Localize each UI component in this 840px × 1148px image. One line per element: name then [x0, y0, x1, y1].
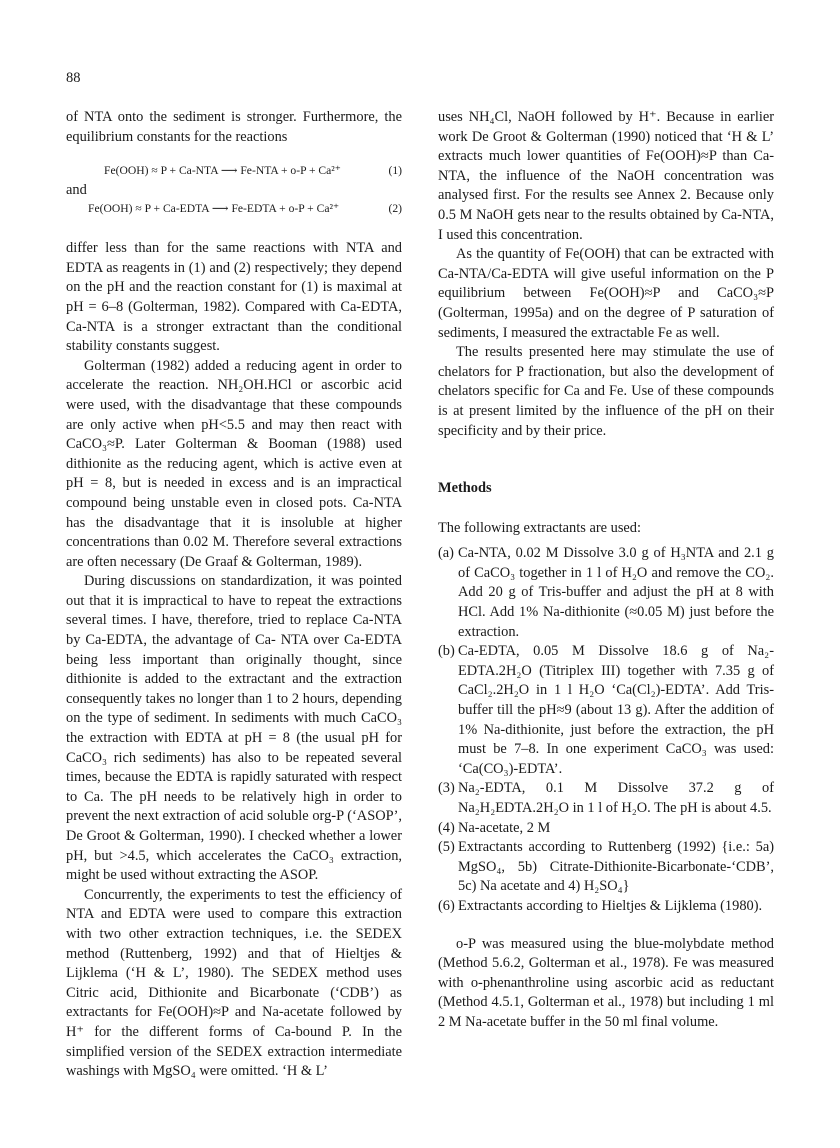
- equation-number: (2): [388, 202, 402, 216]
- list-item: [438, 897, 774, 917]
- paragraph: Concurrently, the experiments to test the efficiency of NTA and EDTA were used to compare this extraction with two other extraction techniques, i.e. the SEDEX method (Ruttenberg, 1992) and that of Hieltjes & Lijklema (‘H & L’, 1980). The SEDEX method uses Citric acid, Dithionite and Bicarbonate (‘CDB’) as extractants for Fe(OOH)≈P and Na-acetate followed by H⁺ for the different forms of Ca-bound P. In the simplified version of the SEDEX extraction intermediate washings with MgSO₄ were omitted. ‘H & L’: [66, 886, 402, 1080]
- list-item-label: (a): [438, 545, 454, 562]
- list-item-text: Ca-NTA, 0.02 M Dissolve 3.0 g of H₃NTA and 2.1 g of CaCO₃ together in 1 l of H₂O and remove the CO₂. Add 20 g of Tris-buffer and adjust the pH at 8 with HCl. Add 1% Na-dithionite (≈0.05 M) just before the extraction.: [458, 545, 774, 640]
- paragraph: of NTA onto the sediment is stronger. Furthermore, the equilibrium constants for the reactions: [66, 109, 402, 145]
- list-item-label: (4): [438, 819, 455, 836]
- paragraph: uses NH₄Cl, NaOH followed by H⁺. Because in earlier work De Groot & Golterman (1990) noticed that ‘H & L’ extracts much lower quantities of Fe(OOH)≈P than Ca-NTA, the influence of the NaOH concentration was analysed first. For the results see Annex 2. Because only 0.5 M NaOH gets near to the results obtained by Ca-NTA, I used this concentration.: [438, 109, 774, 243]
- paragraph: differ less than for the same reactions with NTA and EDTA as reagents in (1) and (2) respectively; they depend on the pH and the reaction constant for (1) is maximal at pH = 6–8 (Golterman, 1982). Compared with Ca-EDTA, Ca-NTA is a stronger extractant than the conditional stability constants suggest.: [66, 240, 402, 355]
- list-item-label: (5): [438, 839, 455, 856]
- paragraph: The results presented here may stimulate the use of chelators for P fractionation, but also the development of chelators specific for Ca and Fe. Use of these compounds is at present limited by the influence of the pH on their specificity and by their price.: [438, 344, 774, 439]
- list-item: [438, 838, 774, 897]
- section-heading: Methods: [438, 480, 492, 497]
- list-item: [438, 779, 774, 818]
- equation-2: [66, 199, 402, 219]
- list-item-label: (b): [438, 643, 455, 660]
- equation-1: [66, 161, 402, 181]
- list-item-text: Na-acetate, 2 M: [458, 819, 551, 836]
- list-item: [438, 642, 774, 779]
- page-number: 88: [66, 70, 81, 86]
- list-item-label: (6): [438, 897, 455, 914]
- equation-number: (1): [388, 164, 402, 178]
- paragraph: The following extractants are used:: [438, 519, 641, 536]
- list-item-label: (3): [438, 780, 455, 797]
- right-column: [438, 108, 774, 1033]
- extractant-list: [438, 544, 774, 916]
- list-item: [438, 544, 774, 642]
- paragraph: o-P was measured using the blue-molybdate method (Method 5.6.2, Golterman et al., 1978). Fe was measured with o-phenanthroline using ascorbic acid as reductant (Method 4.5.1, Golterman et al., 1978) but including 1 ml 2 M Na-acetate buffer in the 50 ml final volume.: [438, 935, 774, 1030]
- paragraph: During discussions on standardization, it was pointed out that it is impractical to have to repeat the extractions several times. I have, therefore, tried to replace Ca-NTA by Ca-EDTA, the advantage of Ca- NTA over Ca-EDTA being less important than originally thought, since dithionite is added to the extractant and the extraction consequently takes no longer than 1 to 2 hours, depending on the type of sediment. In sediments with much CaCO₃ the extraction with EDTA at pH = 8 (the usual pH for CaCO₃ rich sediments) has also to be repeated several times, because the EDTA is rapidly saturated with respect to Ca. The pH needs to be relatively high in order to prevent the next extraction of acid soluble org-P (‘ASOP’, De Groot & Golterman, 1990). I checked whether a lower pH, but >4.5, which accelerates the CaCO₃ extraction, might be used without extracting the ASOP.: [66, 573, 402, 884]
- paragraph: Golterman (1982) added a reducing agent in order to accelerate the reaction. NH₂OH.HCl or ascorbic acid were used, with the disadvantage that these compounds are only active when pH<5.5 and may then react with CaCO₃≈P. Later Golterman & Booman (1988) used dithionite as the reducing agent, which is active even at pH = 8, but is needed in excess and is an impractical compound being unstable even in closed pots. Ca-NTA has the disadvantage that it is insoluble at higher concentrations than 0.02 M. Therefore several extractions are often necessary (De Graaf & Golterman, 1989).: [66, 357, 402, 570]
- list-item-text: Extractants according to Hieltjes & Lijklema (1980).: [458, 897, 763, 914]
- equation-text: Fe(OOH) ≈ P + Ca-EDTA ⟶ Fe-EDTA + o-P + Ca²⁺: [88, 202, 340, 216]
- left-column: [66, 108, 402, 1082]
- list-item-text: Ca-EDTA, 0.05 M Dissolve 18.6 g of Na₂-EDTA.2H₂O (Titriplex III) together with 7.35 g of CaCl₂.2H₂O in 1 l H₂O ‘Ca(Cl₂)-EDTA’. Add Tris-buffer till the pH≈9 (about 13 g). After the addition of 1% Na-dithionite, just before the extraction, the pH must be 7–8. In one experiment CaCO₃ was used: ‘Ca(CO₃)-EDTA’.: [458, 643, 774, 777]
- list-item-text: Extractants according to Ruttenberg (1992) {i.e.: 5a) MgSO₄, 5b) Citrate-Dithionite-Bicarbonate-‘CDB’, 5c) Na acetate and 4) H₂SO₄}: [458, 839, 774, 895]
- list-item: [438, 819, 774, 839]
- connector-text: and: [66, 182, 87, 199]
- list-item-text: Na₂-EDTA, 0.1 M Dissolve 37.2 g of Na₂H₂EDTA.2H₂O in 1 l of H₂O. The pH is about 4.5.: [458, 780, 774, 816]
- equation-text: Fe(OOH) ≈ P + Ca-NTA ⟶ Fe-NTA + o-P + Ca²⁺: [104, 164, 341, 178]
- paragraph: As the quantity of Fe(OOH) that can be extracted with Ca-NTA/Ca-EDTA will give useful information on the P equilibrium between Fe(OOH)≈P and CaCO₃≈P (Golterman, 1995a) and on the degree of P saturation of sediments, I measured the extractable Fe as well.: [438, 246, 774, 341]
